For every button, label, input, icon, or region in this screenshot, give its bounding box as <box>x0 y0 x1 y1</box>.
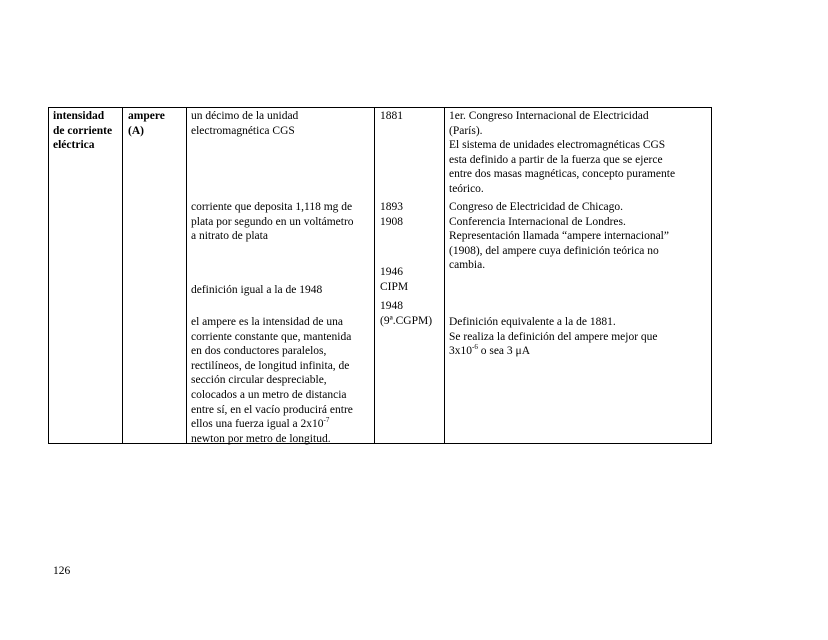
definition-1881: un décimo de la unidad electromagnética CGS <box>191 110 299 137</box>
page-number: 126 <box>53 565 71 577</box>
notes-1948: Definición equivalente a la de 1881. Se realiza la definición del ampere mejor que $3x10^{-6}$ o sea 3 μA <box>449 316 658 358</box>
year-1948: 1948 (9ª.CGPM) <box>380 300 433 327</box>
definition-1948: el ampere es la intensidad de una corriente constante que, mantenida en dos conductores paralelos, rectilíneos, de longitud infinita, de sección circular despreciable, colocados a un metro de distancia entre sí, en el vacío producirá entre ellos una fuerza igual a $2x10^{-7}$ newton por metro de longitud. <box>191 316 353 445</box>
year-1946: 1946 CIPM <box>380 266 409 293</box>
definition-1893: corriente que deposita 1,118 mg de plata por segundo en un voltámetro a nitrato de plata <box>191 201 354 243</box>
column-divider <box>186 108 187 443</box>
notes-1893-1908: Congreso de Electricidad de Chicago. Conferencia Internacional de Londres. Representación llamada “ampere internacional” (1908), del ampere cuya definición teórica no cambia. <box>449 201 669 272</box>
column-divider <box>374 108 375 443</box>
unit-cell: ampere (A) <box>128 110 165 137</box>
column-divider <box>122 108 123 443</box>
definition-1946: definición igual a la de 1948 <box>191 284 323 296</box>
year-1893-1908: 1893 1908 <box>380 201 403 228</box>
column-divider <box>444 108 445 443</box>
units-table <box>48 107 712 444</box>
year-1881: 1881 <box>380 110 403 122</box>
magnitude-cell: intensidad de corriente eléctrica <box>53 110 113 152</box>
notes-1881: 1er. Congreso Internacional de Electricidad (París). El sistema de unidades electromagnéticas CGS esta definido a partir de la fuerza que se ejerce entre dos masas magnéticas, concepto puramente teórico. <box>449 110 676 195</box>
